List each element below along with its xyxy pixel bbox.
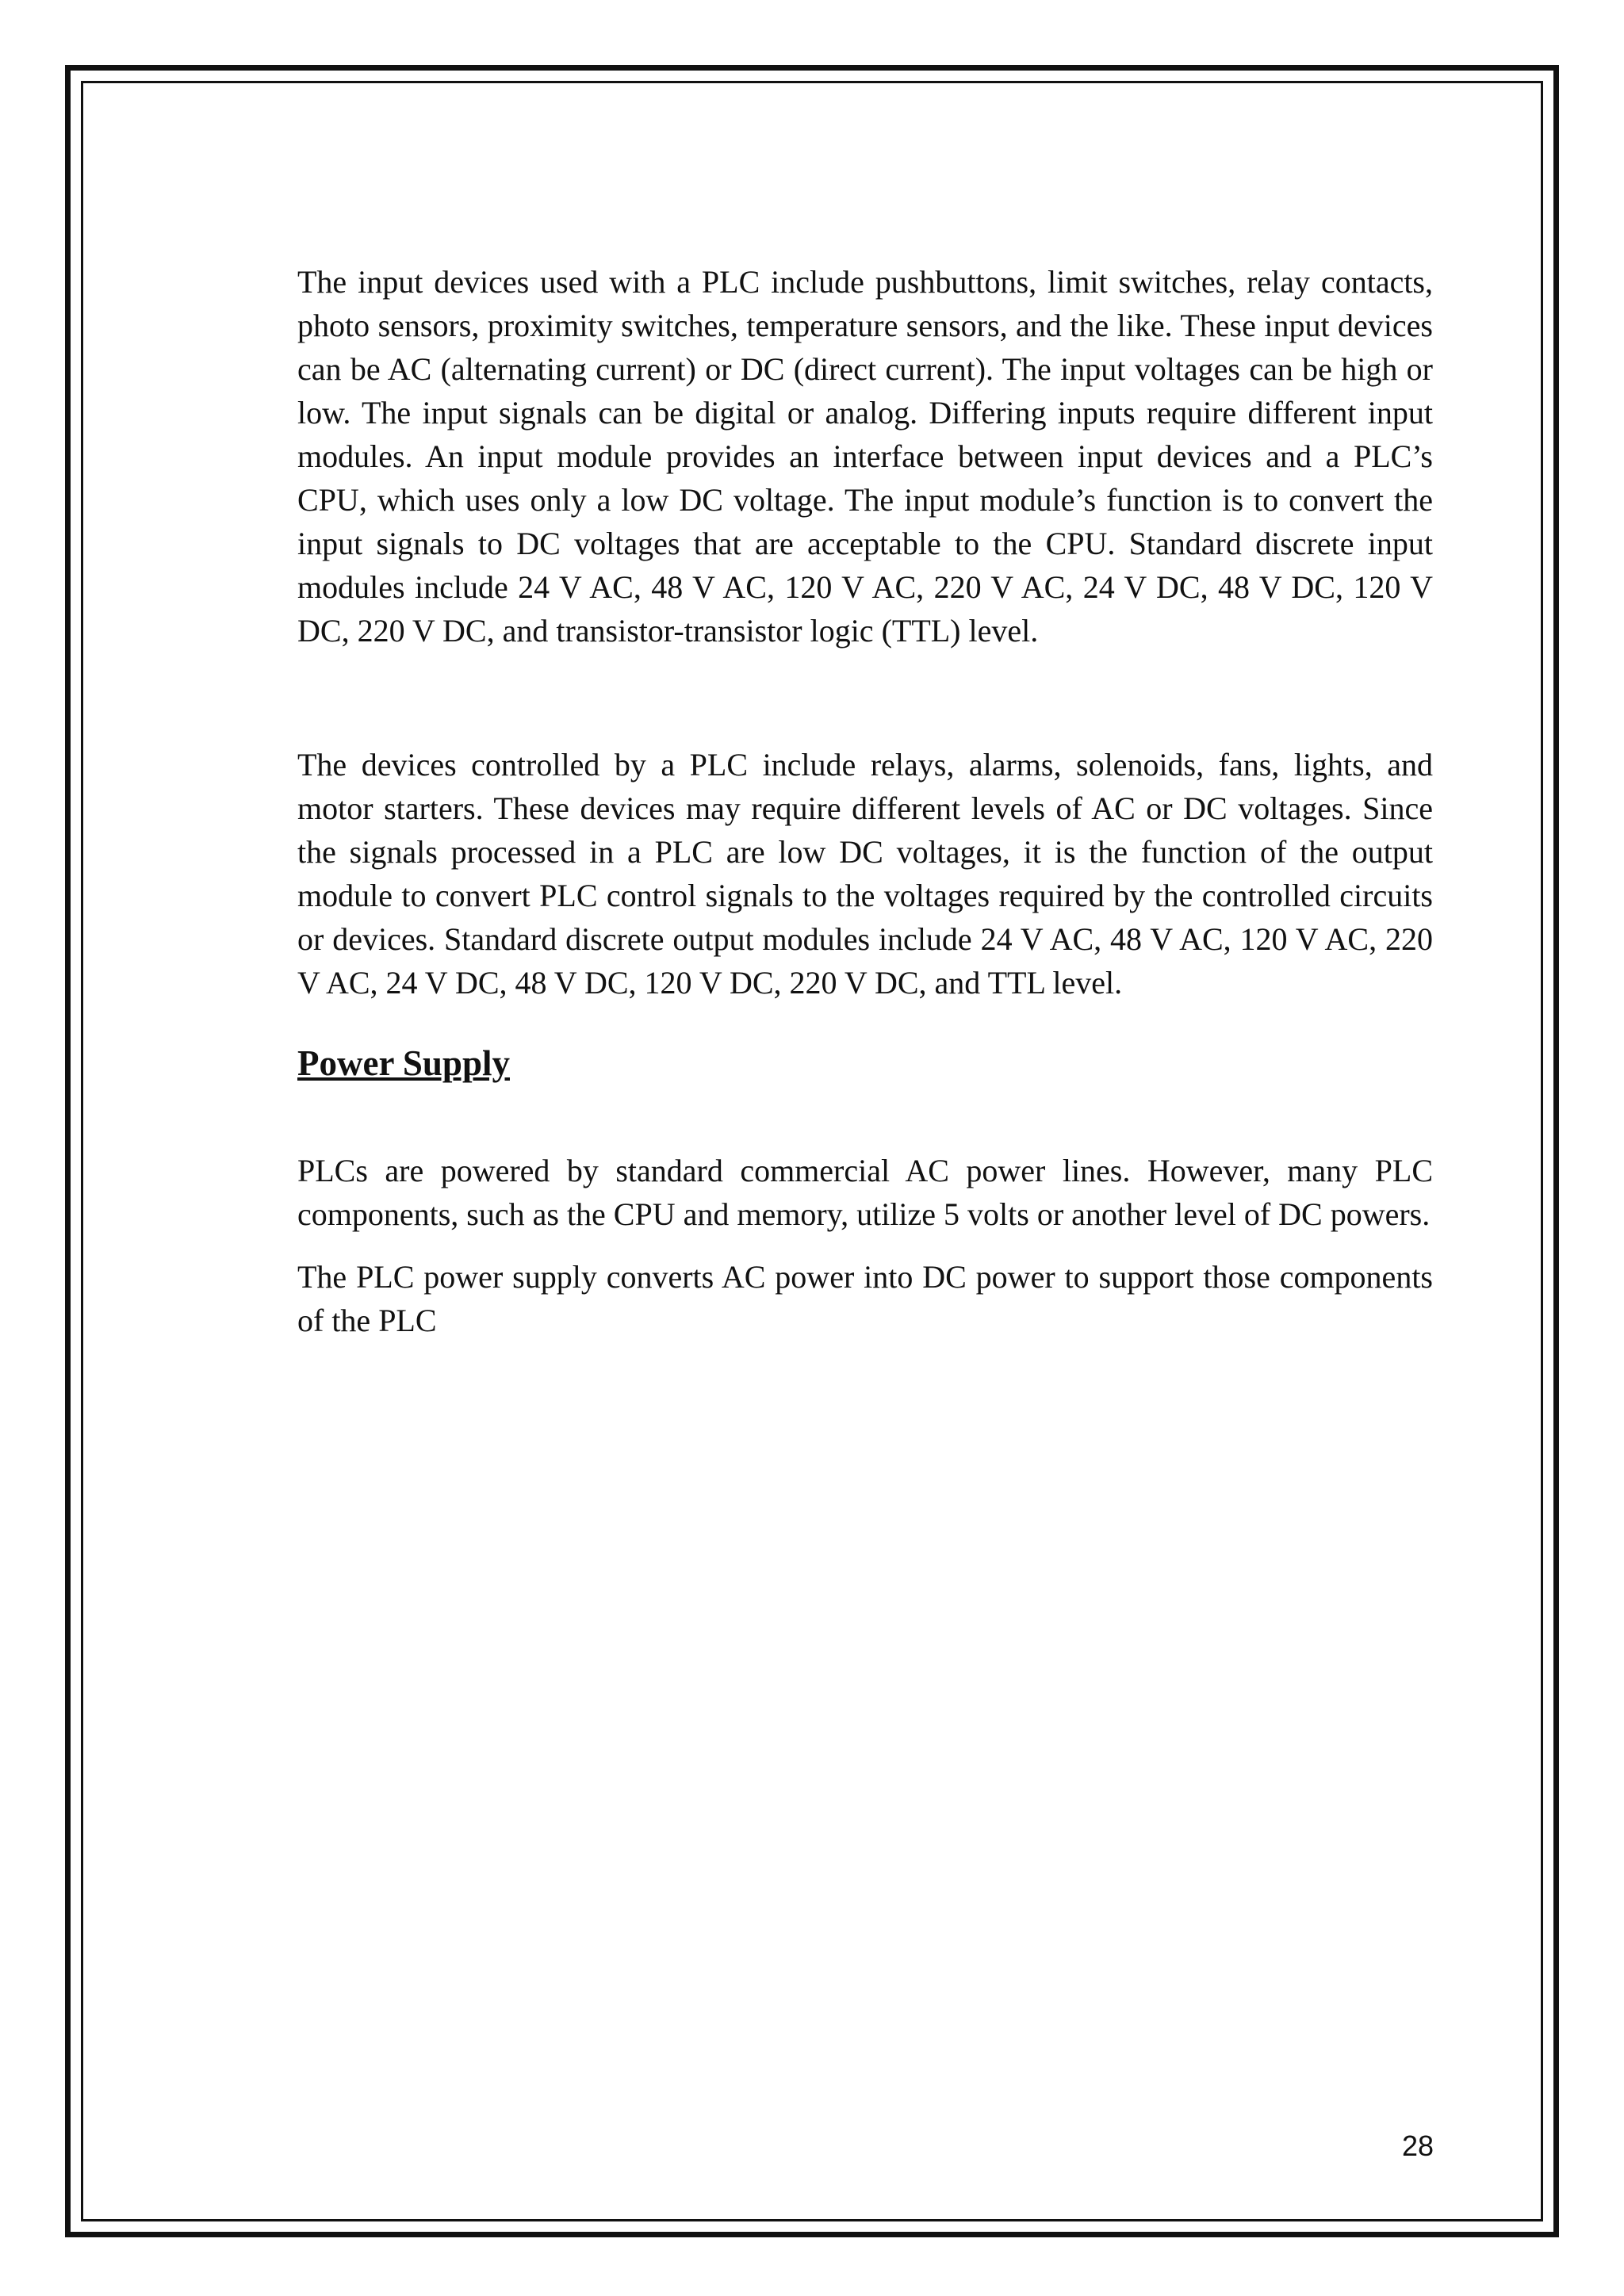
page-number: 28: [1401, 2130, 1434, 2162]
input-devices-paragraph: The input devices used with a PLC include pushbuttons, limit switches, relay contacts, photo sensors, proximity switches, temperature sensors, and the like. These input devices can be AC (alternating current) or DC (direct current). The input voltages can be high or low. The input signals can be digital or analog. Differing inputs require different input modules. An input module provides an interface between input devices and a PLC’s CPU, which uses only a low DC voltage. The input module’s function is to convert the input signals to DC voltages that are acceptable to the CPU. Standard discrete input modules include 24 V AC, 48 V AC, 120 V AC, 220 V AC, 24 V DC, 48 V DC, 120 V DC, 220 V DC, and transistor-transistor logic (TTL) level.: [297, 264, 1433, 649]
section-heading: Power Supply: [297, 1043, 510, 1083]
power-supply-conversion-paragraph: The PLC power supply converts AC power into DC power to support those components of the PLC: [297, 1259, 1433, 1338]
page-content: [297, 260, 1433, 1342]
power-supply-paragraph: PLCs are powered by standard commercial AC power lines. However, many PLC components, such as the CPU and memory, utilize 5 volts or another level of DC powers.: [297, 1153, 1433, 1232]
output-devices-paragraph: The devices controlled by a PLC include relays, alarms, solenoids, fans, lights, and motor starters. These devices may require different levels of AC or DC voltages. Since the signals processed in a PLC are low DC voltages, it is the function of the output module to convert PLC control signals to the voltages required by the controlled circuits or devices. Standard discrete output modules include 24 V AC, 48 V AC, 120 V AC, 220 V AC, 24 V DC, 48 V DC, 120 V DC, 220 V DC, and TTL level.: [297, 747, 1433, 1001]
